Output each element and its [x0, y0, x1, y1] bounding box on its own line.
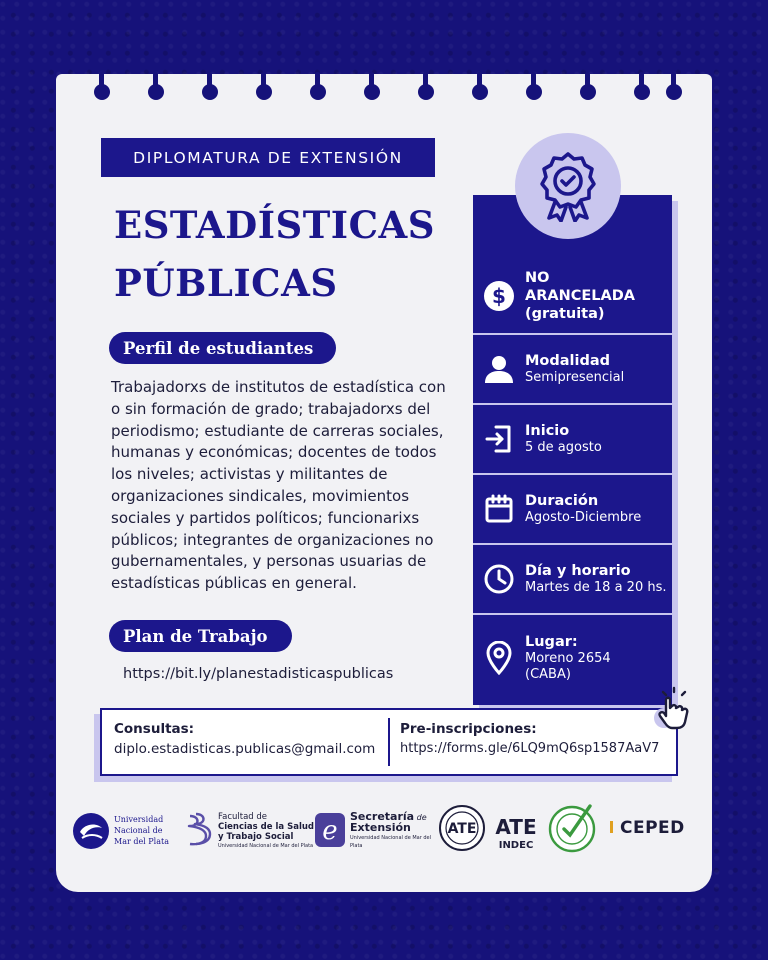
ring-icon: [94, 72, 110, 100]
ate-indec-subtext: INDEC: [498, 840, 534, 851]
ring-icon: [418, 72, 434, 100]
arancel-line-1: NO: [525, 270, 550, 286]
secretaria-line-3: Universidad Nacional de Mar del Plata: [350, 835, 432, 849]
modalidad-label: Modalidad: [525, 353, 611, 369]
plan-link[interactable]: https://bit.ly/planestadisticaspublicas: [123, 666, 394, 682]
consultas-label: Consultas:: [114, 721, 195, 737]
horario-value: Martes de 18 a 20 hs.: [525, 580, 667, 595]
consultas-email[interactable]: diplo.estadisticas.publicas@gmail.com: [114, 741, 376, 757]
inicio-label: Inicio: [525, 423, 570, 439]
modalidad-value: Semipresencial: [525, 370, 625, 385]
ring-icon: [202, 72, 218, 100]
ate-indec-text: ATE: [495, 815, 537, 839]
unmdp-line-3: Mar del Plata: [114, 837, 169, 846]
duracion-label: Duración: [525, 493, 599, 509]
unmdp-line-2: Nacional de: [114, 826, 163, 835]
facultad-line-2: Ciencias de la Salud: [218, 822, 314, 832]
sign-in-icon: [484, 424, 514, 454]
preinscripciones-link[interactable]: https://forms.gle/6LQ9mQ6sp1587AaV7: [400, 741, 660, 756]
ring-icon: [472, 72, 488, 100]
ceped-text: CEPED: [620, 818, 685, 838]
ring-icon: [364, 72, 380, 100]
ring-icon: [526, 72, 542, 100]
info-row-inicio: [473, 405, 672, 473]
facultad-line-4: Universidad Nacional de Mar del Plata: [218, 843, 314, 849]
dollar-coin-icon: [483, 280, 515, 312]
ring-icon: [580, 72, 596, 100]
plan-heading: Plan de Trabajo: [109, 620, 292, 652]
calendar-icon: [484, 494, 514, 524]
unmdp-line-1: Universidad: [114, 815, 164, 824]
instituto-formacion-logo: [546, 802, 600, 858]
ate-seal-text: ATE: [447, 821, 477, 837]
location-pin-icon: [484, 641, 514, 675]
divider: [473, 613, 672, 615]
preinscripciones-label: Pre-inscripciones:: [400, 721, 537, 737]
ring-icon: [148, 72, 164, 100]
lugar-value-1: Moreno 2654: [525, 651, 611, 666]
ring-icon: [666, 72, 682, 100]
sponsor-logos: [70, 800, 700, 860]
ate-seal-logo: [438, 804, 486, 856]
svg-text:e: e: [322, 816, 338, 846]
duracion-value: Agosto-Diciembre: [525, 510, 642, 525]
info-row-duracion: [473, 475, 672, 543]
user-icon: [484, 354, 514, 384]
title-line-1: ESTADÍSTICAS: [114, 203, 435, 247]
facultad-emblem-icon: [186, 812, 212, 848]
program-type-badge: DIPLOMATURA DE EXTENSIÓN: [101, 138, 435, 177]
inicio-value: 5 de agosto: [525, 440, 602, 455]
ate-indec-logo: [494, 806, 538, 856]
arancel-line-2: ARANCELADA: [525, 288, 636, 304]
facultad-line-3: y Trabajo Social: [218, 832, 294, 842]
medal-badge: [515, 133, 621, 239]
info-row-modalidad: [473, 335, 672, 403]
title-line-2: PÚBLICAS: [114, 261, 338, 305]
secretaria-line-2: Extensión: [350, 821, 411, 834]
secretaria-de: de: [416, 813, 427, 822]
info-row-lugar: [473, 620, 672, 696]
lugar-value-2: (CABA): [525, 667, 571, 682]
arancel-line-3: (gratuita): [525, 306, 605, 322]
info-row-arancel: [473, 262, 672, 330]
svg-text:$: $: [492, 284, 506, 308]
horario-label: Día y horario: [525, 563, 631, 579]
ring-icon: [256, 72, 272, 100]
ring-icon: [634, 72, 650, 100]
contact-divider: [388, 718, 390, 766]
ceped-mark-icon: [610, 821, 618, 833]
clock-icon: [483, 563, 515, 595]
secretaria-emblem-icon: [314, 812, 346, 848]
info-row-horario: [473, 545, 672, 613]
spiral-binding: [84, 72, 684, 102]
unmdp-emblem-icon: [72, 812, 110, 850]
facultad-line-1: Facultad de: [218, 812, 268, 822]
perfil-heading: Perfil de estudiantes: [109, 332, 336, 364]
secretaria-line-1: Secretaría: [350, 810, 415, 823]
award-ribbon-icon: [533, 150, 603, 222]
page-title: [114, 196, 435, 312]
pointer-hand-icon: [650, 686, 700, 732]
lugar-label: Lugar:: [525, 634, 578, 650]
ceped-logo: [610, 818, 685, 838]
perfil-description: Trabajadorxs de institutos de estadística con o sin formación de grado; trabajadorxs del periodismo; estudiante de carreras sociales, humanas y económicas; docentes de todos los niveles; activistas y militantes de organizaciones sindicales, movimientos sociales y partidos políticos; funcionarixs públicos; integrantes de organizaciones no gubernamentales, y personas usuarias de estadísticas públicas en general.: [111, 378, 446, 593]
ring-icon: [310, 72, 326, 100]
